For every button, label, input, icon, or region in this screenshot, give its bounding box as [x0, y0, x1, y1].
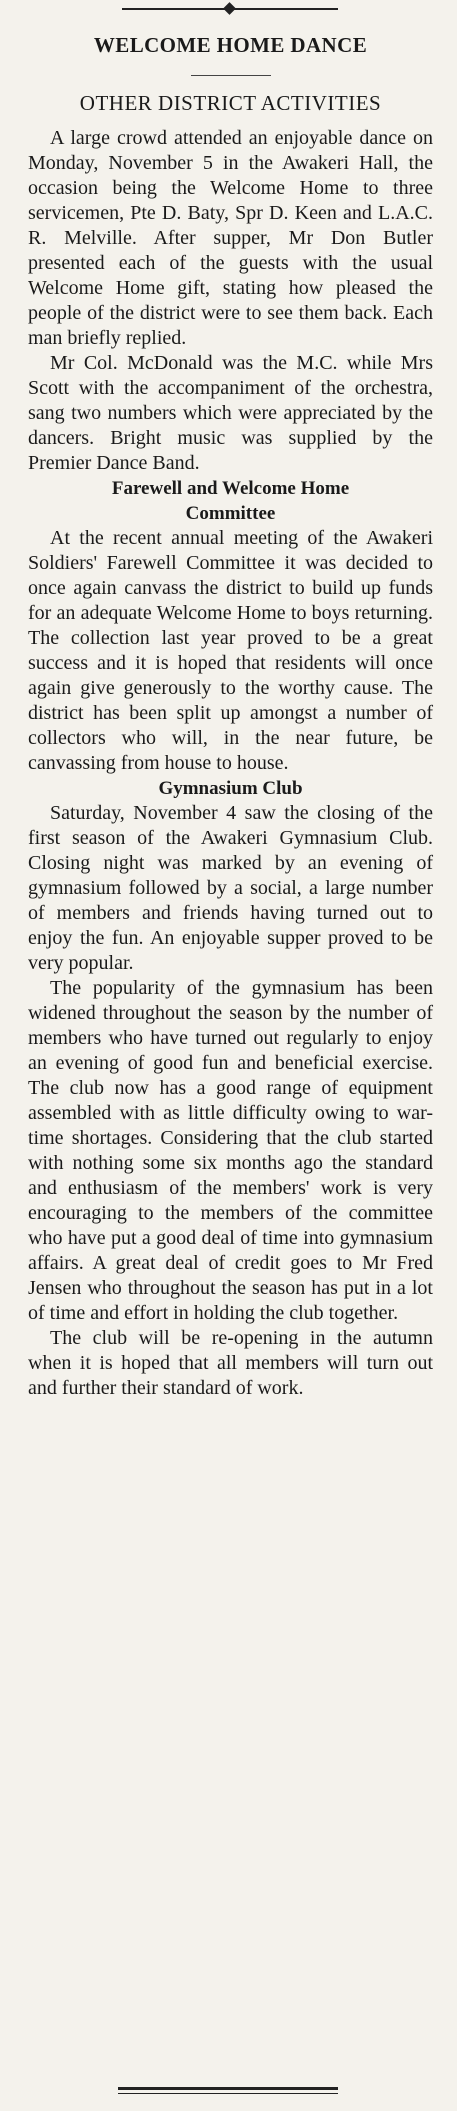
section-title-gymnasium: Gymnasium Club [158, 777, 303, 799]
top-diamond-ornament [223, 2, 236, 15]
paragraph-gym-3: The club will be re-opening in the autumn when it is hoped that all members will turn out and further their standard of work. [28, 1326, 433, 1399]
subheadline: OTHER DISTRICT ACTIVITIES [79, 91, 382, 116]
bottom-rule-thin [118, 2093, 338, 2094]
section-title-farewell-line1: Farewell and Welcome Home [111, 477, 350, 499]
bottom-rule-thick [118, 2087, 338, 2090]
article [28, 28, 433, 1401]
paragraph-farewell: At the recent annual meeting of the Awakeri Soldiers' Farewell Committee it was decided to once again canvass the district to build up funds for an adequate Welcome Home to boys returning. The collection last year proved to be a great success and it is hoped that residents will once again give generously to the worthy cause. The district has been split up amongst a number of collectors who will, in the near future, be canvassing from house to house. [28, 526, 433, 774]
headline: WELCOME HOME DANCE [93, 33, 368, 57]
paragraph-gym-1: Saturday, November 4 saw the closing of the first season of the Awakeri Gymnasium Club. Closing night was marked by an evening of gymnasium followed by a social, a large number of members and friends having turned out to enjoy the fun. An enjoyable supper proved to be very popular. [28, 801, 433, 974]
section-title-farewell-line2: Committee [185, 502, 276, 524]
heading-divider [191, 75, 271, 76]
paragraph-intro-1: A large crowd attended an enjoyable dance on Monday, November 5 in the Awakeri Hall, the occasion being the Welcome Home to three servicemen, Pte D. Baty, Spr D. Keen and L.A.C. R. Melville. After supper, Mr Don Butler presented each of the guests with the usual Welcome Home gift, stating how pleased the people of the district were to see them back. Each man briefly replied. [28, 126, 433, 349]
paragraph-gym-2: The popularity of the gymnasium has been widened throughout the season by the number of members who have turned out regularly to enjoy an evening of good fun and beneficial exercise. The club now has a good range of equipment assembled with as little difficulty owing to war-time shortages. Considering that the club started with nothing some six months ago the standard and enthusiasm of the members' work is very encouraging to the members of the committee who have put a good deal of time into gymnasium affairs. A great deal of credit goes to Mr Fred Jensen who throughout the season has put in a lot of time and effort in holding the club together. [28, 976, 433, 1324]
paragraph-intro-2: Mr Col. McDonald was the M.C. while Mrs Scott with the accompaniment of the orchestra, sang two numbers which were appreciated by the dancers. Bright music was supplied by the Premier Dance Band. [28, 351, 433, 474]
